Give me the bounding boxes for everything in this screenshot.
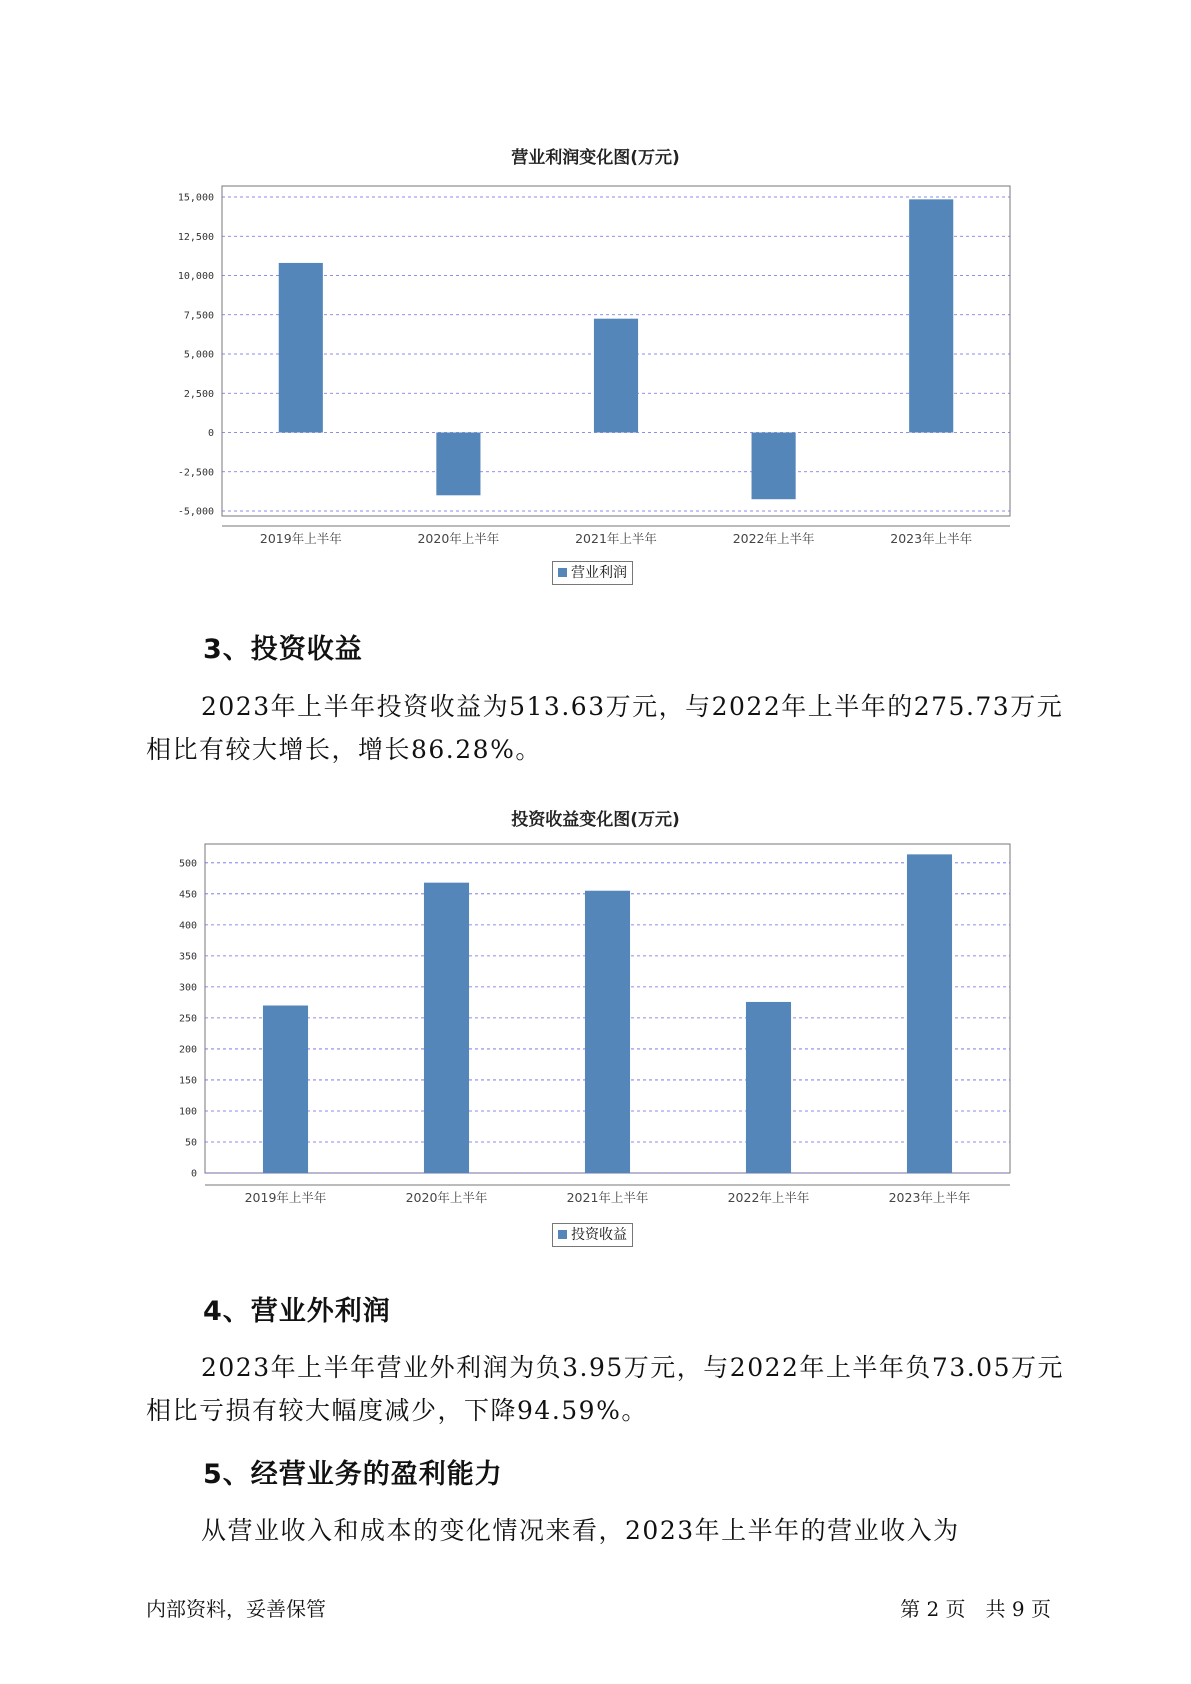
y-tick-label: 450 xyxy=(178,889,197,901)
chart2-legend-label: 投资收益 xyxy=(571,1227,627,1243)
y-tick-label: 0 xyxy=(190,1168,197,1180)
section-4-heading: 4、营业外利润 xyxy=(203,1296,391,1327)
section-4-text: 2023年上半年营业外利润为负3.95万元，与2022年上半年负73.05万元相比亏损有较大幅度减少，下降94.59%。 xyxy=(146,1353,1064,1425)
y-tick-label: 250 xyxy=(178,1013,197,1025)
section-3-heading: 3、投资收益 xyxy=(203,634,363,665)
y-tick-label: 10,000 xyxy=(177,271,214,282)
x-tick-label: 2022年上半年 xyxy=(732,531,815,546)
x-tick-label: 2020年上半年 xyxy=(417,531,500,546)
x-tick-label: 2019年上半年 xyxy=(244,1190,327,1205)
x-tick-label: 2022年上半年 xyxy=(727,1190,810,1205)
bar xyxy=(746,1002,791,1173)
bar xyxy=(907,854,952,1173)
y-tick-label: 150 xyxy=(178,1075,197,1087)
x-tick-label: 2021年上半年 xyxy=(566,1190,649,1205)
y-tick-label: -5,000 xyxy=(177,506,214,518)
bar xyxy=(585,891,630,1173)
y-tick-label: 7,500 xyxy=(183,310,214,322)
bar xyxy=(424,883,469,1173)
y-tick-label: 300 xyxy=(178,982,197,994)
chart1-legend-label: 营业利润 xyxy=(571,565,627,581)
footer-page-number: 第 2 页 共 9 页 xyxy=(900,1597,1051,1621)
legend-swatch xyxy=(558,1230,567,1239)
y-tick-label: 5,000 xyxy=(183,349,214,361)
y-tick-label: 50 xyxy=(184,1137,197,1149)
y-tick-label: 200 xyxy=(178,1044,197,1056)
section-5-paragraph xyxy=(146,1509,1066,1552)
section-5-text: 从营业收入和成本的变化情况来看，2023年上半年的营业收入为 xyxy=(201,1516,960,1545)
y-tick-label: 15,000 xyxy=(177,192,214,204)
x-tick-label: 2023年上半年 xyxy=(890,531,973,546)
section-4-paragraph xyxy=(146,1346,1066,1432)
y-tick-label: 0 xyxy=(207,428,214,439)
section-3-text: 2023年上半年投资收益为513.63万元，与2022年上半年的275.73万元相比有较大增长，增长86.28%。 xyxy=(146,692,1064,764)
y-tick-label: 12,500 xyxy=(177,231,214,243)
footer-confidential: 内部资料，妥善保管 xyxy=(146,1597,326,1621)
x-tick-label: 2019年上半年 xyxy=(259,531,342,546)
chart1-title: 营业利润变化图(万元) xyxy=(511,148,680,168)
bar xyxy=(263,1006,308,1174)
y-tick-label: 400 xyxy=(178,920,197,932)
chart2-legend xyxy=(552,1223,633,1247)
y-tick-label: 350 xyxy=(178,951,197,963)
x-tick-label: 2023年上半年 xyxy=(888,1190,971,1205)
chart2-title: 投资收益变化图(万元) xyxy=(511,810,680,830)
y-tick-label: 2,500 xyxy=(183,388,214,400)
y-tick-label: 100 xyxy=(178,1106,197,1118)
section-5-heading: 5、经营业务的盈利能力 xyxy=(203,1459,503,1490)
x-tick-label: 2021年上半年 xyxy=(575,531,657,546)
x-tick-label: 2020年上半年 xyxy=(405,1190,488,1205)
y-tick-label: 500 xyxy=(178,858,197,870)
y-tick-label: -2,500 xyxy=(177,467,214,479)
